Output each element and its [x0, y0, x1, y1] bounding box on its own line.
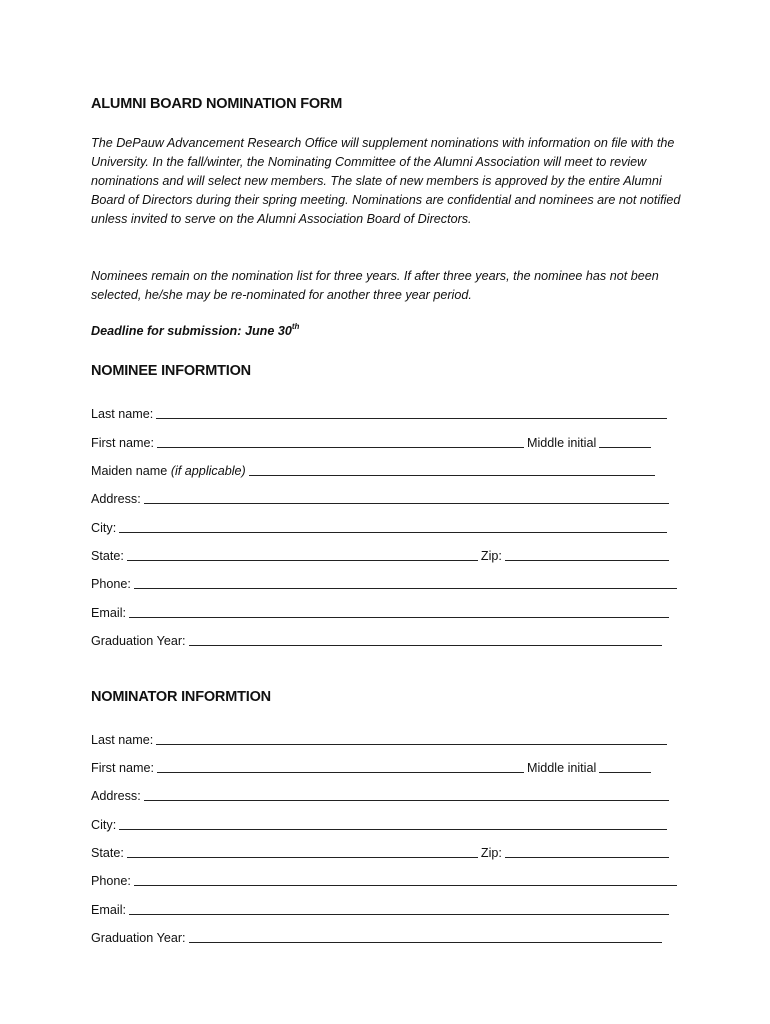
nominator-zip-label: Zip:	[480, 846, 502, 860]
nominator-last-name-label: Last name:	[91, 733, 154, 747]
term-paragraph: Nominees remain on the nomination list for three years. If after three years, the nominee has not been selected, he/she may be re-nominated for another three year period.	[91, 269, 659, 302]
nominee-last-name-row	[91, 401, 667, 421]
nominator-city-label: City:	[91, 818, 117, 832]
nominee-middle-initial-field[interactable]	[599, 433, 651, 448]
nominator-phone-label: Phone:	[91, 874, 131, 888]
deadline-text	[91, 324, 299, 338]
nominee-city-field[interactable]	[119, 518, 667, 533]
nominee-address-label: Address:	[91, 492, 141, 506]
nominator-middle-initial-label: Middle initial	[526, 761, 597, 775]
nominator-email-label: Email:	[91, 903, 126, 917]
nominator-last-name-field[interactable]	[156, 730, 667, 745]
nominator-graduation-year-field[interactable]	[189, 928, 662, 943]
nominator-state-label: State:	[91, 846, 124, 860]
nominee-middle-initial-label: Middle initial	[526, 436, 597, 450]
nominee-phone-field[interactable]	[134, 574, 677, 589]
nominator-state-field[interactable]	[127, 843, 478, 858]
nominee-phone-label: Phone:	[91, 577, 131, 591]
nominee-first-name-field[interactable]	[157, 433, 524, 448]
nominee-email-label: Email:	[91, 606, 126, 620]
nominator-email-row	[91, 897, 669, 917]
nominee-maiden-name-label: Maiden name	[91, 464, 168, 478]
nominator-zip-field[interactable]	[505, 843, 669, 858]
nominee-graduation-year-label: Graduation Year:	[91, 634, 186, 648]
nominee-zip-label: Zip:	[480, 549, 502, 563]
nominee-state-row	[91, 543, 669, 563]
deadline-label: Deadline for submission: June 30	[91, 324, 292, 338]
nominee-last-name-label: Last name:	[91, 407, 154, 421]
nominator-address-row	[91, 783, 669, 803]
deadline-suffix: th	[291, 322, 300, 331]
nominee-phone-row	[91, 571, 677, 591]
nominator-city-row	[91, 812, 667, 832]
nominator-first-name-field[interactable]	[157, 758, 524, 773]
nominator-section-heading: NOMINATOR INFORMTION	[91, 689, 271, 705]
nominee-city-label: City:	[91, 521, 117, 535]
nominator-phone-row	[91, 868, 677, 888]
nominee-email-row	[91, 600, 669, 620]
nominee-address-field[interactable]	[144, 489, 669, 504]
nominator-email-field[interactable]	[129, 900, 669, 915]
nominator-middle-initial-field[interactable]	[599, 758, 651, 773]
nominator-state-row	[91, 840, 669, 860]
nominator-city-field[interactable]	[119, 815, 667, 830]
nominee-zip-field[interactable]	[505, 546, 669, 561]
nominator-address-field[interactable]	[144, 786, 669, 801]
nominee-section-heading: NOMINEE INFORMTION	[91, 363, 251, 379]
nominator-graduation-year-row	[91, 925, 662, 945]
nominee-email-field[interactable]	[129, 603, 669, 618]
nominee-city-row	[91, 515, 667, 535]
nominator-first-name-row	[91, 755, 651, 775]
form-title: ALUMNI BOARD NOMINATION FORM	[91, 96, 343, 112]
nominator-phone-field[interactable]	[134, 871, 677, 886]
nominator-graduation-year-label: Graduation Year:	[91, 931, 186, 945]
nominee-graduation-year-row	[91, 628, 662, 648]
nominee-maiden-name-field[interactable]	[249, 461, 655, 476]
nominee-address-row	[91, 486, 669, 506]
nominee-state-field[interactable]	[127, 546, 478, 561]
nominee-state-label: State:	[91, 549, 124, 563]
nominator-address-label: Address:	[91, 789, 141, 803]
nominee-first-name-label: First name:	[91, 436, 154, 450]
nominee-last-name-field[interactable]	[156, 404, 667, 419]
nominee-first-name-row	[91, 430, 651, 450]
nominator-last-name-row	[91, 727, 667, 747]
nominator-first-name-label: First name:	[91, 761, 154, 775]
intro-paragraph: The DePauw Advancement Research Office will supplement nominations with information on file with the University. In the fall/winter, the Nominating Committee of the Alumni Association will meet to review nominations and will select new members. The slate of new members is approved by the entire Alumni Board of Directors during their spring meeting. Nominations are confidential and nominees are not notified unless invited to serve on the Alumni Association Board of Directors.	[91, 136, 681, 226]
nominee-maiden-name-row	[91, 458, 655, 478]
nominee-graduation-year-field[interactable]	[189, 631, 662, 646]
nominee-maiden-name-note: (if applicable)	[170, 464, 246, 478]
